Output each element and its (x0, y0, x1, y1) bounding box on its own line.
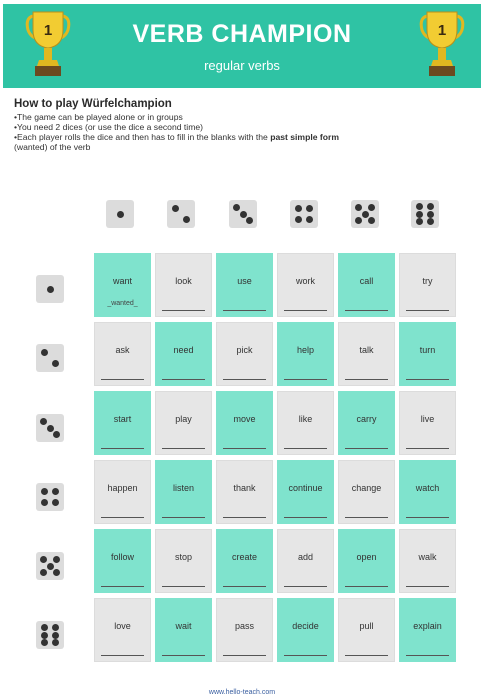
verb-label: watch (415, 483, 440, 493)
verb-label: add (297, 552, 314, 562)
verb-label: open (356, 552, 377, 562)
die-face-2-icon (167, 200, 195, 228)
die-pip (41, 624, 48, 631)
verb-cell[interactable] (399, 322, 456, 386)
answer-blank (101, 448, 144, 449)
die-pip (427, 203, 434, 210)
verb-cell[interactable] (277, 391, 334, 455)
verb-label: create (231, 552, 257, 562)
answer-blank (345, 586, 388, 587)
die-pip (172, 205, 179, 212)
die-pip (52, 360, 59, 367)
verb-cell[interactable] (277, 253, 334, 317)
die-pip (53, 569, 60, 576)
die-pip (306, 216, 313, 223)
verb-cell[interactable] (216, 529, 273, 593)
verb-label: help (296, 345, 314, 355)
die-face-4-icon (290, 200, 318, 228)
rule-text: •Each player rolls the dice and then has to fill in the blanks with the (14, 132, 268, 142)
die-pip (47, 563, 54, 570)
verb-cell[interactable] (338, 460, 395, 524)
die-face-2-icon (36, 344, 64, 372)
rule-line: •You need 2 dices (or use the dice a second time) (14, 122, 204, 132)
answer-blank (345, 448, 388, 449)
verb-label: happen (107, 483, 138, 493)
answer-blank (223, 310, 266, 311)
die-face-6-icon (36, 621, 64, 649)
footer-link[interactable]: www.hello-teach.com (208, 689, 276, 696)
die-pip (416, 203, 423, 210)
rule-line (14, 132, 474, 142)
verb-label: like (298, 414, 313, 424)
verb-label: love (114, 621, 131, 631)
die-pip (41, 639, 48, 646)
verb-label: play (175, 414, 192, 424)
verb-label: continue (288, 483, 323, 493)
die-pip (427, 218, 434, 225)
die-face-4-icon (36, 483, 64, 511)
verb-cell[interactable] (216, 322, 273, 386)
verb-label: need (173, 345, 194, 355)
verb-cell[interactable] (94, 253, 151, 317)
die-pip (117, 211, 124, 218)
answer-blank (406, 655, 449, 656)
die-pip (41, 632, 48, 639)
verb-cell[interactable] (216, 460, 273, 524)
answer-blank (345, 310, 388, 311)
die-face-3-icon (229, 200, 257, 228)
die-pip (355, 204, 362, 211)
verb-label: explain (413, 621, 442, 631)
rules-section (14, 98, 474, 152)
die-pip (53, 556, 60, 563)
verb-cell[interactable] (277, 460, 334, 524)
verb-cell[interactable] (155, 253, 212, 317)
answer-blank (406, 586, 449, 587)
die-pip (368, 204, 375, 211)
verb-label: wait (175, 621, 192, 631)
example-answer: _wanted_ (107, 300, 138, 307)
verb-label: pick (236, 345, 253, 355)
verb-cell[interactable] (338, 598, 395, 662)
answer-blank (284, 517, 327, 518)
verb-cell[interactable] (94, 460, 151, 524)
die-pip (47, 425, 54, 432)
verb-label: thank (233, 483, 256, 493)
verb-label: stop (174, 552, 192, 562)
answer-blank (345, 655, 388, 656)
die-pip (306, 205, 313, 212)
verb-label: ask (115, 345, 130, 355)
verb-cell[interactable] (338, 529, 395, 593)
rule-line: •The game can be played alone or in groups (14, 112, 183, 122)
answer-blank (223, 586, 266, 587)
verb-label: turn (419, 345, 436, 355)
verb-label: live (420, 414, 435, 424)
verb-cell[interactable] (155, 322, 212, 386)
answer-blank (162, 517, 205, 518)
verb-label: want (112, 276, 132, 286)
die-face-1-icon (106, 200, 134, 228)
die-pip (183, 216, 190, 223)
die-pip (362, 211, 369, 218)
die-pip (40, 556, 47, 563)
die-pip (355, 217, 362, 224)
die-pip (41, 349, 48, 356)
die-pip (47, 286, 54, 293)
die-pip (52, 639, 59, 646)
answer-blank (223, 379, 266, 380)
answer-blank (284, 586, 327, 587)
verb-label: listen (172, 483, 194, 493)
verb-label: use (237, 276, 252, 286)
page-title: VERB CHAMPION (132, 20, 352, 48)
verb-label: start (113, 414, 132, 424)
verb-label: call (359, 276, 374, 286)
verb-cell[interactable] (399, 253, 456, 317)
verb-cell[interactable] (277, 529, 334, 593)
verb-cell[interactable] (399, 529, 456, 593)
verb-cell[interactable] (94, 391, 151, 455)
answer-blank (345, 517, 388, 518)
answer-blank (406, 310, 449, 311)
answer-blank (162, 448, 205, 449)
verb-label: pass (234, 621, 254, 631)
verb-label: try (422, 276, 433, 286)
answer-blank (223, 448, 266, 449)
die-pip (40, 418, 47, 425)
die-pip (368, 217, 375, 224)
trophy-number: 1 (437, 22, 447, 39)
die-pip (427, 211, 434, 218)
rule-emphasis: past simple form (270, 132, 339, 142)
answer-blank (223, 517, 266, 518)
verb-label: walk (418, 552, 437, 562)
rules-title: How to play Würfelchampion (14, 98, 172, 110)
answer-blank (162, 586, 205, 587)
verb-label: talk (359, 345, 374, 355)
verb-cell[interactable] (155, 391, 212, 455)
die-pip (240, 211, 247, 218)
rule-line: (wanted) of the verb (14, 142, 91, 152)
answer-blank (101, 379, 144, 380)
verb-label: move (233, 414, 256, 424)
trophy-number: 1 (43, 22, 53, 39)
verb-cell[interactable] (216, 391, 273, 455)
answer-blank (162, 655, 205, 656)
verb-label: look (175, 276, 192, 286)
die-face-5-icon (351, 200, 379, 228)
die-face-3-icon (36, 414, 64, 442)
verb-cell[interactable] (216, 598, 273, 662)
answer-blank (345, 379, 388, 380)
verb-cell[interactable] (277, 598, 334, 662)
die-pip (41, 488, 48, 495)
answer-blank (101, 586, 144, 587)
verb-label: decide (292, 621, 319, 631)
die-pip (52, 624, 59, 631)
answer-blank (284, 379, 327, 380)
verb-cell[interactable] (277, 322, 334, 386)
verb-cell[interactable] (399, 460, 456, 524)
verb-cell[interactable] (155, 529, 212, 593)
die-pip (416, 211, 423, 218)
verb-cell[interactable] (216, 253, 273, 317)
verb-cell[interactable] (338, 391, 395, 455)
verb-cell[interactable] (155, 460, 212, 524)
verb-cell[interactable] (94, 322, 151, 386)
die-pip (233, 204, 240, 211)
die-pip (295, 216, 302, 223)
verb-cell[interactable] (155, 598, 212, 662)
die-pip (52, 499, 59, 506)
die-pip (416, 218, 423, 225)
die-pip (52, 488, 59, 495)
answer-blank (284, 448, 327, 449)
answer-blank (101, 517, 144, 518)
verb-label: follow (110, 552, 134, 562)
die-face-6-icon (411, 200, 439, 228)
answer-blank (406, 448, 449, 449)
answer-blank (162, 310, 205, 311)
die-pip (295, 205, 302, 212)
die-pip (41, 499, 48, 506)
header-banner (3, 4, 481, 88)
die-pip (40, 569, 47, 576)
answer-blank (406, 517, 449, 518)
verb-label: work (295, 276, 315, 286)
answer-blank (284, 655, 327, 656)
verb-cell[interactable] (399, 598, 456, 662)
die-face-5-icon (36, 552, 64, 580)
verb-cell[interactable] (338, 322, 395, 386)
page-subtitle: regular verbs (204, 58, 280, 73)
answer-blank (101, 655, 144, 656)
answer-blank (223, 655, 266, 656)
answer-blank (162, 379, 205, 380)
die-pip (53, 431, 60, 438)
verb-cell[interactable] (338, 253, 395, 317)
verb-cell[interactable] (399, 391, 456, 455)
die-pip (52, 632, 59, 639)
answer-blank (406, 379, 449, 380)
verb-label: pull (359, 621, 374, 631)
verb-cell[interactable] (94, 529, 151, 593)
verb-label: change (351, 483, 382, 493)
verb-cell[interactable] (94, 598, 151, 662)
die-pip (246, 217, 253, 224)
die-face-1-icon (36, 275, 64, 303)
answer-blank (284, 310, 327, 311)
verb-label: carry (356, 414, 377, 424)
